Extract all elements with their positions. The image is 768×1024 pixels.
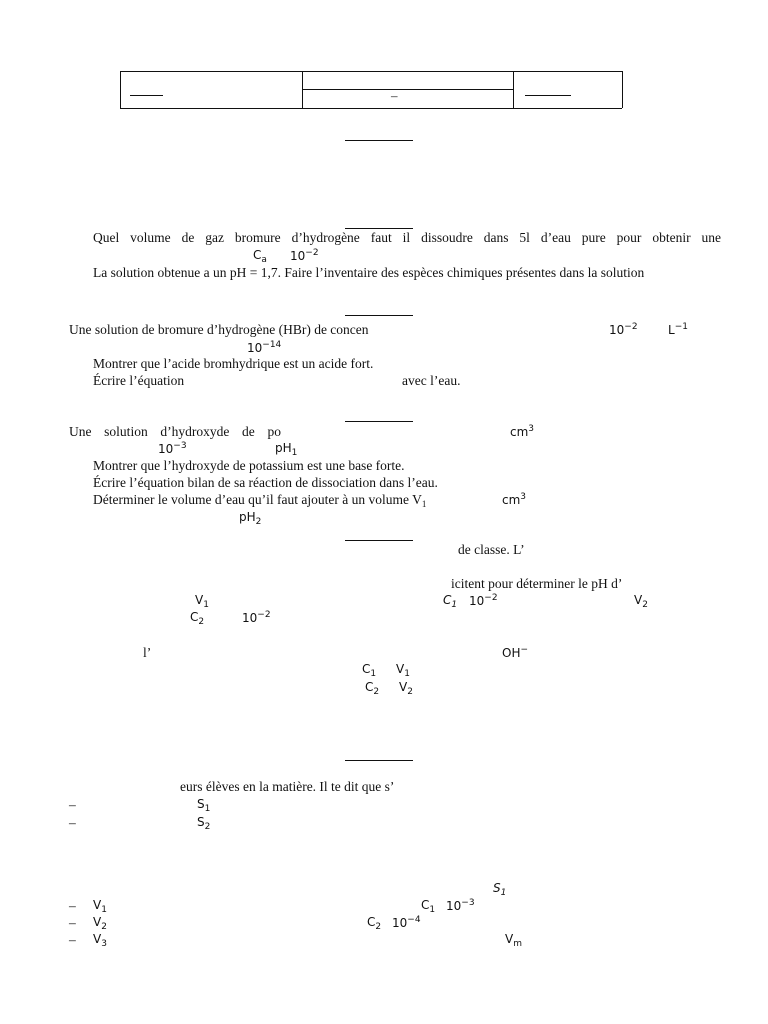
ex5-c1: $C_1$ (421, 898, 436, 915)
table-top-border (120, 71, 622, 72)
ex4-c2: $C_2$ (190, 610, 205, 627)
ex2-question-1: Montrer que l’acide bromhydrique est un acide fort. (93, 356, 374, 371)
ex4-v2: $V_2$ (634, 593, 648, 610)
ex5-list-dash-3: – (69, 898, 76, 913)
ex4-v2-repeat: $V_2$ (399, 680, 413, 697)
ex4-c1: $C_1$ (443, 593, 458, 610)
ex3-question-3: Déterminer le volume d’eau qu’il faut ajouter à un volume $V_1$ (93, 492, 427, 509)
table-cell-1-underline (130, 95, 163, 96)
ex4-v1: $V_1$ (195, 593, 209, 610)
ex1-ca-value: $10^{-2}$ (290, 248, 319, 263)
ex5-fragment-1: eurs élèves en la matière. Il te dit que s’ (180, 779, 395, 794)
ex3-ph2-label: $pH_2$ (239, 510, 262, 527)
ex1-ca-label: $C_a$ (253, 248, 267, 265)
ex3-heading-underline (345, 421, 413, 422)
ex2-question-2-end: avec l’eau. (402, 373, 461, 388)
table-cell-3-underline (525, 95, 571, 96)
ex4-heading-underline (345, 540, 413, 541)
ex5-heading-underline (345, 760, 413, 761)
ex3-ph1-label: $pH_1$ (275, 441, 298, 458)
ex5-s1-italic: $S_1$ (493, 881, 507, 898)
table-left-border (120, 71, 121, 108)
table-middle-split (302, 89, 513, 90)
ex3-concentration-value: $10^{-3}$ (158, 441, 187, 456)
ex2-unit: $L^{-1}$ (668, 322, 688, 337)
ex5-s1: $S_1$ (197, 797, 211, 814)
ex4-hydroxide-ion: OH− (502, 645, 529, 660)
ex4-v1-repeat: $V_1$ (396, 662, 410, 679)
ex5-c2: $C_2$ (367, 915, 382, 932)
title-underline (345, 140, 413, 141)
ex1-question-line2: La solution obtenue a un pH = 1,7. Faire l’inventaire des espèces chimiques présentes dans la solution (93, 265, 645, 280)
ex4-l-prefix: l’ (143, 645, 152, 660)
ex3-question-3-unit: $cm^3$ (502, 492, 527, 507)
ex5-vm: $V_m$ (505, 932, 522, 949)
ex4-c2-value: $10^{-2}$ (242, 610, 271, 625)
ex4-c2-repeat: $C_2$ (365, 680, 380, 697)
ex2-question-2-start: Écrire l’équation (93, 373, 185, 388)
ex5-s2: $S_2$ (197, 815, 211, 832)
ex4-fragment-2: icitent pour déterminer le pH d’ (451, 576, 623, 591)
ex4-c1-repeat: $C_1$ (362, 662, 377, 679)
ex5-list-dash-1: – (69, 797, 76, 812)
table-bottom-border (120, 108, 622, 109)
ex5-v1: $V_1$ (93, 898, 107, 915)
ex5-v2: $V_2$ (93, 915, 107, 932)
table-divider-2 (513, 71, 514, 108)
ex5-list-dash-4: – (69, 915, 76, 930)
ex5-c2-value: $10^{-4}$ (392, 915, 421, 930)
ex3-question-1: Montrer que l’hydroxyde de potassium est une base forte. (93, 458, 405, 473)
ex2-ke-value: $10^{-14}$ (247, 340, 282, 355)
ex1-question-line1: Quel volume de gaz bromure d’hydrogène faut il dissoudre dans 5l d’eau pure pour obtenir une (93, 230, 721, 245)
ex4-fragment-1: de classe. L’ (458, 542, 525, 557)
ex5-c1-value: $10^{-3}$ (446, 898, 475, 913)
ex1-heading-underline (345, 228, 413, 229)
ex2-heading-underline (345, 315, 413, 316)
ex5-v3: $V_3$ (93, 932, 107, 949)
ex3-volume-unit: $cm^3$ (510, 424, 535, 439)
ex3-question-2: Écrire l’équation bilan de sa réaction de dissociation dans l’eau. (93, 475, 438, 490)
ex5-list-dash-5: – (69, 932, 76, 947)
ex4-c1-value: $10^{-2}$ (469, 593, 498, 608)
ex2-intro: Une solution de bromure d’hydrogène (HBr) de concen (69, 322, 369, 337)
ex5-list-dash-2: – (69, 815, 76, 830)
table-cell-dash: – (391, 88, 398, 103)
ex3-intro: Une solution d’hydroxyde de po (69, 424, 281, 439)
ex2-concentration-value: $10^{-2}$ (609, 322, 638, 337)
table-right-border (622, 71, 623, 108)
